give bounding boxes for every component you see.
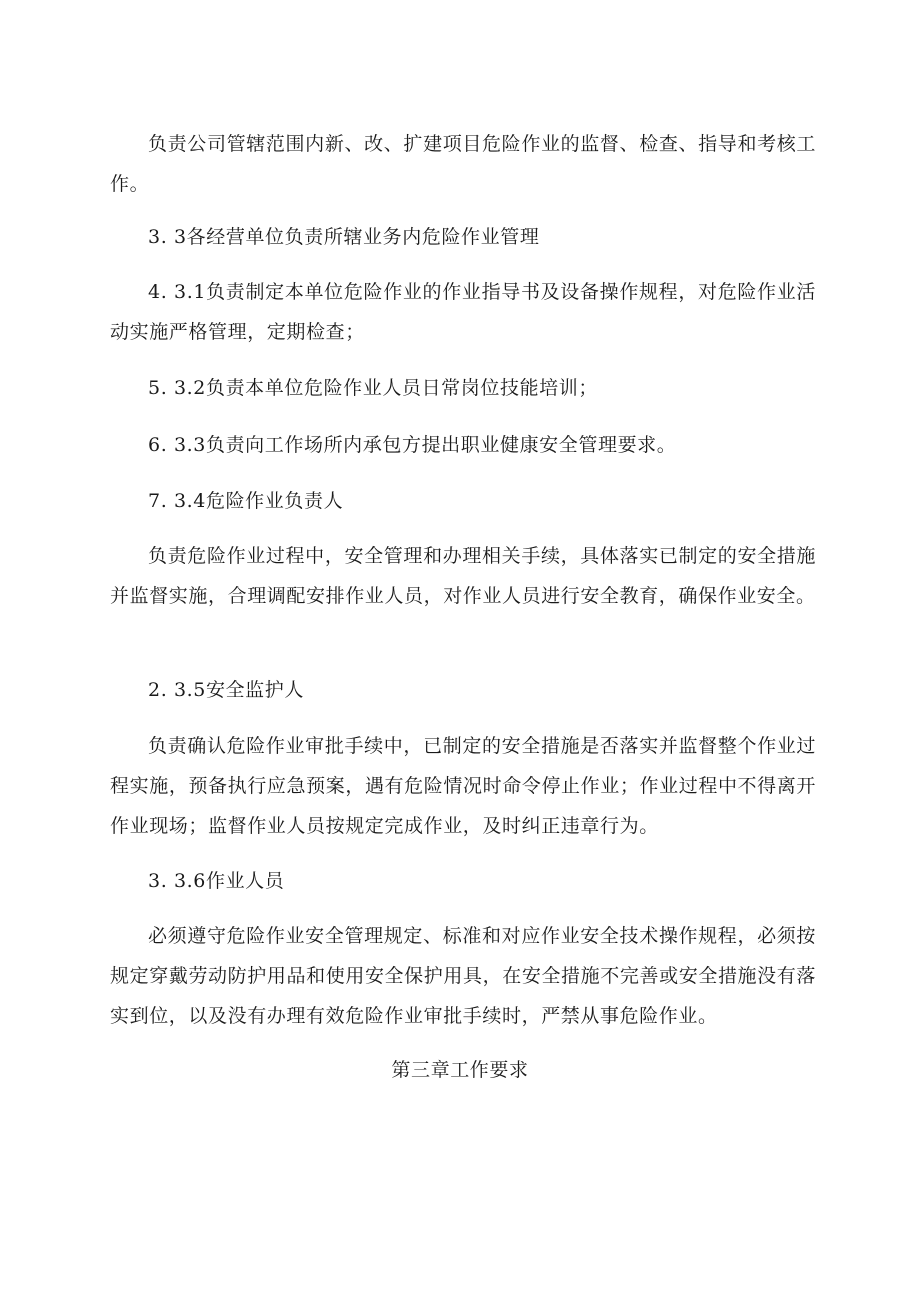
section-heading-3-6: 3. 3.6作业人员 [148, 870, 285, 892]
paragraph-operator-duty: 必须遵守危险作业安全管理规定、标准和对应作业安全技术操作规程，必须按规定穿戴劳动防护用品和使用安全保护用具，在安全措施不完善或安全措施没有落实到位，以及没有办理有效危险作业审批手续时，严禁从事危险作业。 [110, 925, 816, 1027]
section-heading-3-4: 7. 3.4危险作业负责人 [148, 490, 344, 512]
chapter-heading: 第三章工作要求 [391, 1059, 529, 1081]
paragraph-item-3-2: 5. 3.2负责本单位危险作业人员日常岗位技能培训； [148, 377, 598, 399]
paragraph-supervision-duty: 负责公司管辖范围内新、改、扩建项目危险作业的监督、检查、指导和考核工作。 [110, 133, 816, 195]
paragraph-work-leader-duty: 负责危险作业过程中，安全管理和办理相关手续，具体落实已制定的安全措施并监督实施，合理调配安排作业人员，对作业人员进行安全教育，确保作业安全。 [110, 545, 816, 607]
paragraph-safety-guardian-duty: 负责确认危险作业审批手续中，已制定的安全措施是否落实并监督整个作业过程实施，预备执行应急预案，遇有危险情况时命令停止作业；作业过程中不得离开作业现场；监督作业人员按规定完成作业，及时纠正违章行为。 [110, 735, 816, 837]
section-heading-3-3: 3. 3各经营单位负责所辖业务内危险作业管理 [148, 226, 540, 248]
section-heading-3-5: 2. 3.5安全监护人 [148, 679, 304, 701]
paragraph-item-3-1: 4. 3.1负责制定本单位危险作业的作业指导书及设备操作规程，对危险作业活动实施严格管理，定期检查； [110, 281, 816, 343]
paragraph-item-3-3: 6. 3.3负责向工作场所内承包方提出职业健康安全管理要求。 [148, 434, 677, 456]
